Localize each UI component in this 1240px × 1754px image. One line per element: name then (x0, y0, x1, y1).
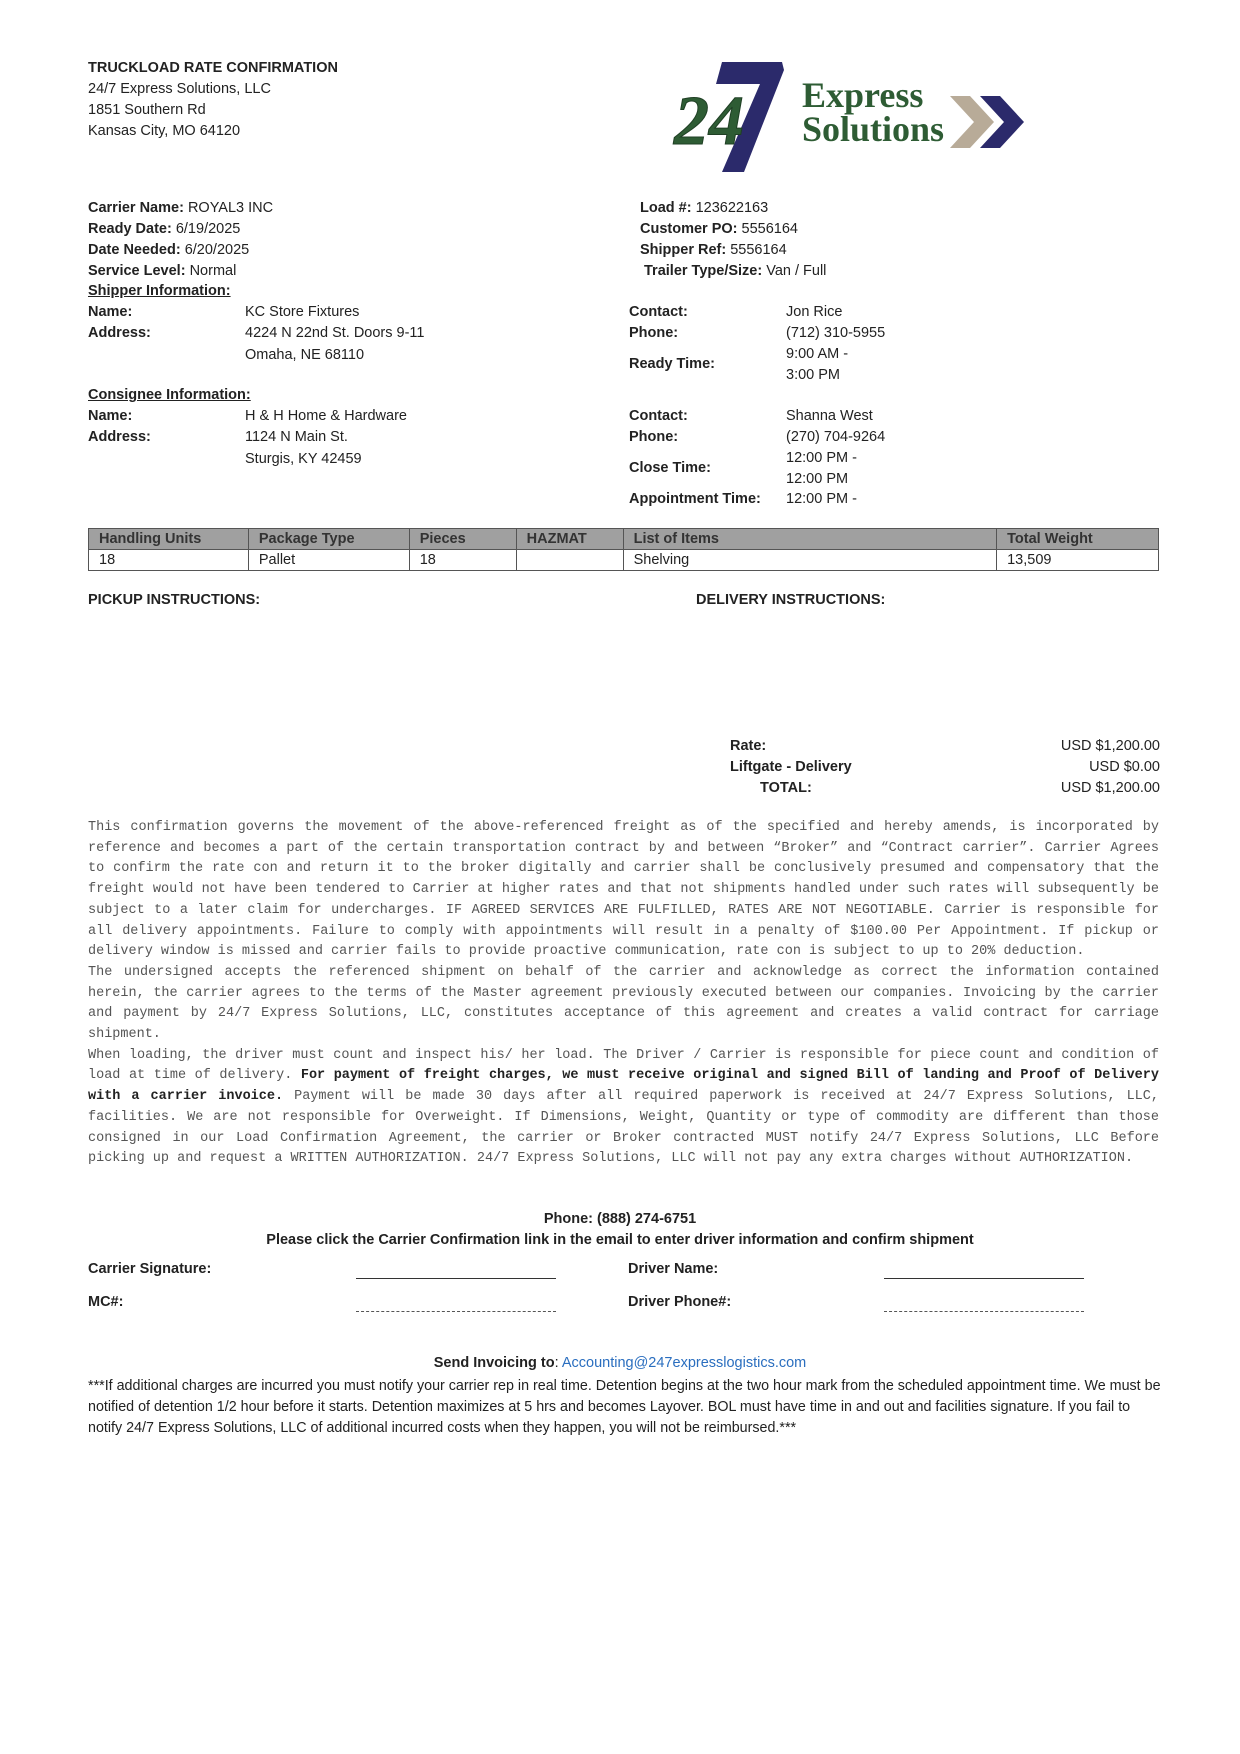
rates-block (730, 736, 1160, 799)
shipper-name-label: Name: (88, 304, 133, 320)
mc-number-field[interactable] (356, 1293, 556, 1312)
service-level-value: Normal (189, 263, 237, 279)
ready-time-label: Ready Time: (629, 356, 715, 372)
col-list-of-items: List of Items (623, 529, 997, 550)
company-address-line2: Kansas City, MO 64120 (88, 123, 241, 139)
close-time-line1: 12:00 PM - (786, 450, 857, 466)
mc-label: MC#: (88, 1294, 124, 1310)
load-info-right (640, 198, 826, 282)
logo-word-express: Express (802, 75, 924, 115)
table-row (89, 550, 1159, 571)
consignee-phone-value: (270) 704-9264 (786, 429, 886, 445)
consignee-address-label: Address: (88, 429, 151, 445)
customer-po-value: 5556164 (741, 221, 798, 237)
invoice-line (0, 1355, 1240, 1371)
driver-name-label: Driver Name: (628, 1261, 719, 1277)
consignee-contact-label: Contact: (629, 408, 688, 424)
broker-phone: Phone: (888) 274-6751 (543, 1211, 697, 1227)
col-package-type: Package Type (248, 529, 409, 550)
invoice-email-link[interactable]: Accounting@247expresslogistics.com (561, 1355, 807, 1371)
cell-package-type: Pallet (248, 550, 409, 571)
shipper-section-title: Shipper Information: (88, 283, 231, 299)
logo-wordmark (802, 75, 945, 149)
col-pieces: Pieces (409, 529, 516, 550)
liftgate-value: USD $0.00 (1089, 759, 1160, 775)
pickup-instructions-label: PICKUP INSTRUCTIONS: (88, 592, 261, 608)
date-needed-value: 6/20/2025 (184, 242, 250, 258)
cell-list-of-items: Shelving (623, 550, 997, 571)
terms-p3-start: When loading, the driver must count and inspect his/ her load. The Driver / Carrier is responsible for piece count and condition of load at time of delivery. (88, 1047, 1159, 1084)
consignee-section-title: Consignee Information: (88, 387, 251, 403)
ready-time-line2: 3:00 PM (786, 367, 840, 383)
shipper-phone-label: Phone: (629, 325, 679, 341)
shipper-ref-value: 5556164 (730, 242, 787, 258)
consignee-address-line1: 1124 N Main St. (245, 429, 348, 445)
terms-p3-bold: For payment of freight charges, we must receive original and signed Bill of landing and Proof of Delivery with a carrier invoice. (88, 1068, 1159, 1105)
consignee-contact-value: Shanna West (786, 408, 873, 424)
field-label: Trailer Type/Size: (644, 263, 763, 279)
trailer-type-value: Van / Full (766, 263, 827, 279)
load-info-left (88, 198, 273, 282)
carrier-name-value: ROYAL3 INC (187, 200, 274, 216)
items-table (88, 528, 1159, 571)
col-handling-units: Handling Units (89, 529, 249, 550)
col-total-weight: Total Weight (997, 529, 1159, 550)
consignee-phone-label: Phone: (629, 429, 679, 445)
terms-p3-end: Payment will be made 30 days after all required paperwork is received at 24/7 Express Solutions, LLC, facilities. We are not responsible for Overweight. If Dimensions, Weight, Quantity or type of commodity are different than those consigned in our Load Confirmation Agreement, the carrier or Broker contracted MUST notify 24/7 Express Solutions, LLC Before picking up and request a WRITTEN AUTHORIZATION. 24/7 Express Solutions, LLC will not pay any extra charges without AUTHORIZATION. (88, 1089, 1159, 1167)
shipper-contact-value: Jon Rice (786, 304, 843, 320)
shipper-name-value: KC Store Fixtures (245, 304, 360, 320)
company-name: 24/7 Express Solutions, LLC (88, 81, 271, 97)
carrier-signature-field[interactable] (356, 1260, 556, 1279)
shipper-phone-value: (712) 310-5955 (786, 325, 886, 341)
customer-po-row (640, 219, 826, 240)
driver-phone-field[interactable] (884, 1293, 1084, 1312)
terms-paragraph-3 (88, 1046, 1159, 1170)
carrier-signature-label: Carrier Signature: (88, 1261, 212, 1277)
ready-date-value: 6/19/2025 (175, 221, 241, 237)
service-level-row (88, 261, 273, 282)
rate-label: Rate: (730, 738, 767, 754)
date-needed-row (88, 240, 273, 261)
driver-name-field[interactable] (884, 1260, 1084, 1279)
terms-text (88, 818, 1159, 1170)
appointment-time-value: 12:00 PM - (786, 491, 857, 507)
confirmation-instruction: Please click the Carrier Confirmation link in the email to enter driver information and confirm shipment (266, 1232, 974, 1248)
liftgate-label: Liftgate - Delivery (730, 759, 852, 775)
appointment-time-label: Appointment Time: (629, 491, 761, 507)
close-time-line2: 12:00 PM (786, 471, 849, 487)
consignee-name-value: H & H Home & Hardware (245, 408, 407, 424)
field-label: Shipper Ref: (640, 242, 727, 258)
field-label: Date Needed: (88, 242, 181, 258)
document-title: TRUCKLOAD RATE CONFIRMATION (88, 60, 338, 76)
terms-paragraph-1: This confirmation governs the movement of the above-referenced freight as of the specified and hereby amends, is incorporated by reference and becomes a part of the certain transportation contract by and between “Broker” and “Contract carrier”. Carrier Agrees to confirm the rate con and return it to the broker digitally and carrier shall be conclusively presumed and compensatory that the freight would not have been tendered to Carrier at higher rates and that not shipments handled under such rates will subsequently be subject to a later claim for undercharges. IF AGREED SERVICES ARE FULFILLED, RATES ARE NOT NEGOTIABLE. Carrier is responsible for all delivery appointments. Failure to comply with appointments will result in a penalty of $100.00 Per Appointment. If pickup or delivery window is missed and carrier fails to provide proactive communication, rate con is subject to up to 20% deduction. (88, 820, 1159, 960)
invoice-colon: : (554, 1355, 559, 1371)
cell-handling-units: 18 (89, 550, 249, 571)
consignee-address-line2: Sturgis, KY 42459 (245, 451, 362, 467)
driver-phone-label: Driver Phone#: (628, 1294, 732, 1310)
company-address-line1: 1851 Southern Rd (88, 102, 206, 118)
cell-hazmat (516, 550, 623, 571)
field-label: Ready Date: (88, 221, 172, 237)
consignee-name-label: Name: (88, 408, 133, 424)
rate-value: USD $1,200.00 (1060, 738, 1160, 754)
ready-date-row (88, 219, 273, 240)
field-label: Load #: (640, 200, 692, 216)
company-header (88, 58, 338, 142)
field-label: Carrier Name: (88, 200, 184, 216)
load-number-value: 123622163 (695, 200, 769, 216)
close-time-label: Close Time: (629, 460, 711, 476)
cell-total-weight: 13,509 (997, 550, 1159, 571)
shipper-address-label: Address: (88, 325, 151, 341)
load-number-row (640, 198, 826, 219)
logo-word-solutions: Solutions (802, 109, 945, 149)
ready-time-line1: 9:00 AM - (786, 346, 849, 362)
invoice-label: Send Invoicing to (433, 1355, 555, 1371)
shipper-address-line1: 4224 N 22nd St. Doors 9-11 (245, 325, 425, 341)
logo-24-text: 24 (674, 83, 744, 160)
total-row (730, 778, 1160, 799)
detention-note: ***If additional charges are incurred you must notify your carrier rep in real time. Detention begins at the two hour mark from the scheduled appointment time. We must be notified of detention 1/2 hour before it starts. Detention maximizes at 5 hrs and becomes Layover. BOL must have time in and out and facilities signature. If you fail to notify 24/7 Express Solutions, LLC of additional incurred costs when they happen, you will not be reimbursed.*** (88, 1378, 1161, 1436)
total-label: TOTAL: (760, 780, 812, 796)
shipper-address-line2: Omaha, NE 68110 (245, 347, 365, 363)
rate-row (730, 736, 1160, 757)
carrier-name-row (88, 198, 273, 219)
cell-pieces: 18 (409, 550, 516, 571)
field-label: Service Level: (88, 263, 186, 279)
liftgate-row (730, 757, 1160, 778)
trailer-type-row (640, 261, 826, 282)
field-label: Customer PO: (640, 221, 738, 237)
shipper-ref-row (640, 240, 826, 261)
col-hazmat: HAZMAT (516, 529, 623, 550)
shipper-contact-label: Contact: (629, 304, 688, 320)
items-table-header-row (89, 529, 1159, 550)
terms-paragraph-2: The undersigned accepts the referenced shipment on behalf of the carrier and acknowledge as correct the information contained herein, the carrier agrees to the terms of the Master agreement previously executed between our companies. Invoicing by the carrier and payment by 24/7 Express Solutions, LLC, constitutes acceptance of this agreement and creates a valid contract for carriage shipment. (88, 964, 1159, 1043)
delivery-instructions-label: DELIVERY INSTRUCTIONS: (696, 592, 886, 608)
total-value: USD $1,200.00 (1060, 780, 1160, 796)
